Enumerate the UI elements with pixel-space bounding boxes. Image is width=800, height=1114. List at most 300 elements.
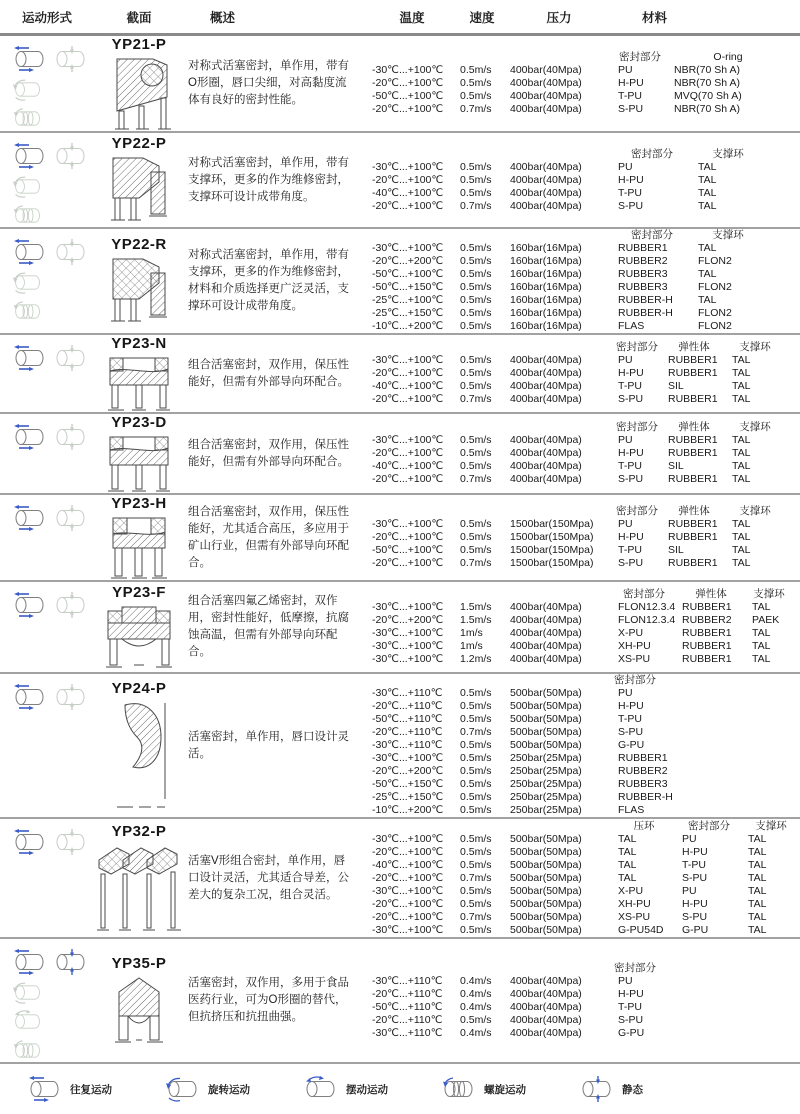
- cross-section-drawing-yp22p: [105, 154, 173, 226]
- overview-text: 组合活塞密封，双作用，保压性能好，尤其适合高压，多应用于矿山行业，但需有外部导向环配合。: [188, 505, 349, 569]
- material-cell: RUBBER2: [682, 614, 732, 626]
- speed-cell: 0.5m/s: [460, 281, 492, 293]
- material-header: 密封部分: [616, 505, 658, 517]
- material-cell: FLON2: [698, 307, 732, 319]
- material-header: 密封部分: [619, 51, 661, 63]
- product-row-yp21-p: [0, 36, 800, 133]
- speed-cell: 1m/s: [460, 640, 483, 652]
- material-header-row: [612, 51, 800, 64]
- speed-cell: 0.7m/s: [460, 393, 492, 405]
- material-header-row: [612, 148, 800, 161]
- speed-cell: 0.5m/s: [460, 242, 492, 254]
- temp-cell: -50℃...+100℃: [372, 268, 444, 280]
- speed-cell: 0.7m/s: [460, 103, 492, 115]
- material-header: 支撑环: [712, 229, 744, 241]
- speed-cell: 1m/s: [460, 627, 483, 639]
- pressure-cell: 400bar(40Mpa): [510, 64, 582, 76]
- material-cell: H-PU: [618, 173, 644, 186]
- spec-row: [366, 765, 800, 778]
- temp-cell: -20℃...+100℃: [372, 473, 444, 485]
- spec-row: [366, 393, 800, 406]
- material-cell: TAL: [732, 460, 751, 472]
- pressure-cell: 400bar(40Mpa): [510, 447, 582, 459]
- speed-cell: 0.5m/s: [460, 268, 492, 280]
- temp-cell: -30℃...+100℃: [372, 242, 444, 254]
- material-header: 密封部分: [631, 147, 673, 160]
- overview-text: 活塞V形组合密封，单作用，唇口设计灵活，尤其适合导差，公差大的复杂工况，组合灵活。: [188, 854, 349, 901]
- cross-section-cell: [90, 495, 188, 580]
- temp-cell: -20℃...+110℃: [372, 1013, 443, 1026]
- column-header-material: 材料: [642, 10, 668, 25]
- temp-cell: -50℃...+100℃: [372, 90, 444, 102]
- reciprocating-icon: [12, 239, 48, 265]
- material-cell: TAL: [732, 393, 751, 405]
- material-cell: RUBBER3: [618, 268, 668, 280]
- motion-icons: [0, 495, 90, 531]
- pressure-cell: 400bar(40Mpa): [510, 601, 582, 613]
- material-cell: G-PU: [618, 739, 645, 751]
- motion-icons: [0, 133, 90, 227]
- spec-row: [366, 687, 800, 700]
- spec-row: [366, 713, 800, 726]
- spec-row: [366, 518, 800, 531]
- reciprocating-icon: [26, 1076, 64, 1102]
- cross-section-drawing-yp32: [95, 842, 183, 934]
- pressure-cell: 500bar(50Mpa): [510, 871, 582, 884]
- pressure-cell: 400bar(40Mpa): [510, 380, 582, 392]
- material-cell: XS-PU: [618, 910, 651, 923]
- material-cell: PU: [618, 974, 633, 987]
- pressure-cell: 500bar(50Mpa): [510, 884, 582, 897]
- speed-cell: 0.5m/s: [460, 897, 492, 910]
- material-cell: RUBBER-H: [618, 307, 673, 319]
- material-cell: H-PU: [618, 367, 644, 379]
- reciprocating-icon: [12, 345, 48, 371]
- material-cell: RUBBER2: [618, 765, 668, 777]
- product-code: YP35-P: [111, 955, 167, 972]
- spiral-icon: [440, 1076, 478, 1102]
- speed-cell: 0.5m/s: [460, 320, 492, 332]
- material-cell: RUBBER1: [682, 640, 732, 652]
- static-icon: [53, 505, 89, 531]
- material-header-row: [612, 229, 800, 242]
- material-header: 密封部分: [623, 588, 665, 600]
- material-header-row: [612, 421, 800, 434]
- spec-row: [366, 1027, 800, 1040]
- temp-cell: -50℃...+100℃: [372, 544, 444, 556]
- spec-row: [366, 320, 800, 333]
- speed-cell: 0.5m/s: [460, 1013, 492, 1026]
- pressure-cell: 1500bar(150Mpa): [510, 557, 594, 569]
- pressure-cell: 500bar(50Mpa): [510, 832, 582, 845]
- material-cell: TAL: [698, 294, 717, 306]
- temp-cell: -20℃...+110℃: [372, 726, 443, 738]
- overview-text: 活塞密封，双作用，多用于食品医药行业，可为O形圈的替代，但抗挤压和抗扭曲强。: [188, 977, 349, 1023]
- speed-cell: 0.5m/s: [460, 64, 492, 76]
- material-header: 支撑环: [755, 819, 787, 832]
- pressure-cell: 400bar(40Mpa): [510, 640, 582, 652]
- speed-cell: 0.7m/s: [460, 557, 492, 569]
- speed-cell: 0.5m/s: [460, 713, 492, 725]
- material-cell: X-PU: [618, 884, 644, 897]
- temp-cell: -30℃...+110℃: [372, 974, 443, 987]
- cross-section-drawing-yp23n: [100, 354, 178, 412]
- product-code: YP23-H: [111, 495, 167, 512]
- motion-icons: [0, 939, 90, 1062]
- pressure-cell: 400bar(40Mpa): [510, 627, 582, 639]
- cross-section-cell: [90, 135, 188, 226]
- static-icon: [53, 143, 89, 169]
- material-cell: RUBBER3: [618, 778, 668, 790]
- speed-cell: 0.5m/s: [460, 778, 492, 790]
- product-row-yp23-d: [0, 414, 800, 495]
- material-cell: PU: [682, 884, 697, 897]
- pressure-cell: 250bar(25Mpa): [510, 752, 582, 764]
- cross-section-cell: [90, 680, 188, 811]
- temp-cell: -20℃...+100℃: [372, 367, 444, 379]
- pressure-cell: 250bar(25Mpa): [510, 791, 582, 803]
- material-header: 弹性体: [678, 341, 710, 353]
- static-icon: [53, 684, 89, 710]
- material-header: 支撑环: [753, 588, 785, 600]
- material-cell: TAL: [748, 858, 767, 871]
- spiral-icon: [12, 107, 44, 130]
- material-header: 密封部分: [616, 341, 658, 353]
- material-cell: S-PU: [618, 726, 644, 738]
- spec-row: [366, 268, 800, 281]
- spec-row: [366, 726, 800, 739]
- reciprocating-icon: [12, 592, 48, 618]
- pressure-cell: 400bar(40Mpa): [510, 393, 582, 405]
- speed-cell: 0.7m/s: [460, 199, 492, 212]
- pressure-cell: 160bar(16Mpa): [510, 307, 582, 319]
- spec-table: [366, 505, 800, 570]
- motion-icons: [0, 36, 90, 130]
- legend-label: 螺旋运动: [484, 1083, 526, 1096]
- spec-row: [366, 103, 800, 116]
- temp-cell: -20℃...+100℃: [372, 897, 444, 910]
- material-cell: NBR(70 Sh A): [674, 77, 740, 89]
- material-header-row: [612, 588, 800, 601]
- product-code: YP23-D: [111, 414, 167, 431]
- material-cell: XH-PU: [618, 897, 651, 910]
- speed-cell: 0.4m/s: [460, 1026, 492, 1039]
- speed-cell: 0.5m/s: [460, 518, 492, 530]
- temp-cell: -30℃...+100℃: [372, 160, 444, 173]
- material-header-row: [612, 341, 800, 354]
- spec-row: [366, 367, 800, 380]
- material-cell: NBR(70 Sh A): [674, 103, 740, 115]
- speed-cell: 0.5m/s: [460, 858, 492, 871]
- product-code: YP22-R: [111, 235, 167, 253]
- material-cell: TAL: [748, 884, 767, 897]
- column-header-temperature: 温度: [399, 10, 425, 25]
- material-cell: FLON2: [698, 281, 732, 293]
- material-cell: RUBBER1: [618, 752, 668, 764]
- material-cell: SIL: [668, 380, 684, 392]
- temp-cell: -30℃...+100℃: [372, 752, 444, 764]
- material-cell: PU: [682, 832, 697, 845]
- material-cell: TAL: [752, 640, 771, 652]
- material-cell: H-PU: [618, 77, 644, 89]
- spec-table: [366, 229, 800, 333]
- material-cell: S-PU: [618, 393, 644, 405]
- temp-cell: -30℃...+110℃: [372, 687, 443, 699]
- material-cell: PU: [618, 687, 633, 699]
- reciprocating-icon: [12, 829, 48, 855]
- motion-legend: [0, 1064, 800, 1114]
- spec-row: [366, 434, 800, 447]
- material-cell: RUBBER1: [668, 518, 718, 530]
- reciprocating-icon: [12, 505, 48, 531]
- material-cell: TAL: [618, 871, 637, 884]
- rotary-icon: [12, 175, 44, 198]
- spec-row: [366, 354, 800, 367]
- material-cell: TAL: [698, 186, 717, 199]
- spec-row: [366, 255, 800, 268]
- pressure-cell: 400bar(40Mpa): [510, 354, 582, 366]
- material-header-row: [612, 674, 800, 687]
- speed-cell: 0.5m/s: [460, 354, 492, 366]
- speed-cell: 0.5m/s: [460, 544, 492, 556]
- material-cell: SIL: [668, 460, 684, 472]
- material-cell: H-PU: [618, 987, 644, 1000]
- speed-cell: 0.5m/s: [460, 687, 492, 699]
- spec-table: [366, 588, 800, 666]
- material-cell: G-PU: [618, 1026, 645, 1039]
- material-header: 密封部分: [616, 421, 658, 433]
- temp-cell: -20℃...+200℃: [372, 765, 444, 777]
- temp-cell: -30℃...+100℃: [372, 653, 444, 665]
- legend-label: 往复运动: [70, 1083, 112, 1096]
- column-header-speed: 速度: [469, 10, 495, 25]
- temp-cell: -30℃...+100℃: [372, 832, 444, 845]
- spec-row: [366, 447, 800, 460]
- speed-cell: 0.5m/s: [460, 791, 492, 803]
- temp-cell: -20℃...+200℃: [372, 255, 444, 267]
- speed-cell: 1.5m/s: [460, 614, 492, 626]
- rotary-icon: [164, 1076, 202, 1102]
- reciprocating-icon: [12, 949, 48, 975]
- pressure-cell: 160bar(16Mpa): [510, 294, 582, 306]
- material-cell: TAL: [698, 173, 717, 186]
- material-header-row: [612, 820, 800, 833]
- reciprocating-icon: [12, 143, 48, 169]
- spec-row: [366, 557, 800, 570]
- material-cell: PU: [618, 434, 633, 446]
- pressure-cell: 400bar(40Mpa): [510, 367, 582, 379]
- pressure-cell: 500bar(50Mpa): [510, 687, 582, 699]
- spec-row: [366, 833, 800, 846]
- pressure-cell: 400bar(40Mpa): [510, 77, 582, 89]
- material-cell: TAL: [698, 268, 717, 280]
- material-cell: XH-PU: [618, 640, 651, 652]
- spec-row: [366, 653, 800, 666]
- speed-cell: 0.5m/s: [460, 173, 492, 186]
- material-cell: T-PU: [618, 186, 642, 199]
- temp-cell: -20℃...+100℃: [372, 845, 444, 858]
- temp-cell: -30℃...+100℃: [372, 627, 444, 639]
- temp-cell: -20℃...+110℃: [372, 700, 443, 712]
- static-icon: [53, 345, 89, 371]
- speed-cell: 0.5m/s: [460, 90, 492, 102]
- spec-row: [366, 752, 800, 765]
- material-cell: S-PU: [682, 910, 708, 923]
- cross-section-drawing-yp24: [111, 699, 167, 811]
- product-row-yp24-p: [0, 674, 800, 819]
- material-header: 弹性体: [678, 421, 710, 433]
- spec-row: [366, 700, 800, 713]
- spec-row: [366, 473, 800, 486]
- pressure-cell: 400bar(40Mpa): [510, 1013, 582, 1026]
- temp-cell: -50℃...+150℃: [372, 778, 444, 790]
- material-cell: H-PU: [682, 845, 708, 858]
- speed-cell: 0.5m/s: [460, 884, 492, 897]
- pressure-cell: 400bar(40Mpa): [510, 103, 582, 115]
- material-cell: RUBBER3: [618, 281, 668, 293]
- pressure-cell: 400bar(40Mpa): [510, 974, 582, 987]
- product-rows: [0, 36, 800, 1064]
- material-cell: H-PU: [618, 531, 644, 543]
- pressure-cell: 500bar(50Mpa): [510, 897, 582, 910]
- material-cell: T-PU: [682, 858, 706, 871]
- overview-text: 组合活塞四氟乙烯密封，双作用，密封性能好，低摩擦，抗腐蚀高温，但需有外部导向环配合。: [188, 595, 349, 658]
- material-cell: TAL: [748, 923, 767, 936]
- product-row-yp23-h: [0, 495, 800, 582]
- product-code: YP23-N: [111, 335, 167, 352]
- temp-cell: -30℃...+110℃: [372, 1026, 443, 1039]
- product-row-yp23-n: [0, 335, 800, 414]
- motion-icons: [0, 414, 90, 450]
- material-cell: RUBBER1: [668, 367, 718, 379]
- product-row-yp22-r: [0, 229, 800, 335]
- material-cell: T-PU: [618, 1000, 642, 1013]
- speed-cell: 0.5m/s: [460, 255, 492, 267]
- temp-cell: -30℃...+100℃: [372, 884, 444, 897]
- spec-row: [366, 804, 800, 817]
- product-code: YP32-P: [111, 822, 167, 840]
- material-cell: T-PU: [618, 90, 642, 102]
- pressure-cell: 250bar(25Mpa): [510, 778, 582, 790]
- material-cell: TAL: [618, 845, 637, 858]
- speed-cell: 0.7m/s: [460, 726, 492, 738]
- temp-cell: -20℃...+200℃: [372, 614, 444, 626]
- material-cell: RUBBER1: [668, 531, 718, 543]
- material-cell: PU: [618, 64, 633, 76]
- material-cell: FLON2: [698, 320, 732, 332]
- speed-cell: 1.2m/s: [460, 653, 492, 665]
- material-cell: G-PU54D: [618, 923, 664, 936]
- motion-icons: [0, 335, 90, 371]
- cross-section-drawing-yp23d: [100, 433, 178, 493]
- pressure-cell: 500bar(50Mpa): [510, 739, 582, 751]
- material-cell: S-PU: [618, 557, 644, 569]
- cross-section-cell: [90, 335, 188, 412]
- spec-row: [366, 281, 800, 294]
- pressure-cell: 400bar(40Mpa): [510, 186, 582, 199]
- oscillating-icon: [12, 1010, 44, 1033]
- pressure-cell: 400bar(40Mpa): [510, 1000, 582, 1013]
- material-header: 压环: [633, 819, 655, 832]
- spec-row: [366, 778, 800, 791]
- pressure-cell: 1500bar(150Mpa): [510, 518, 594, 530]
- spec-row: [366, 739, 800, 752]
- pressure-cell: 400bar(40Mpa): [510, 653, 582, 665]
- material-cell: MVQ(70 Sh A): [674, 90, 742, 102]
- speed-cell: 0.5m/s: [460, 700, 492, 712]
- overview-text: 组合活塞密封，双作用，保压性能好，但需有外部导向环配合。: [188, 358, 349, 388]
- product-code: YP23-F: [112, 583, 166, 601]
- cross-section-drawing-yp23h: [107, 514, 171, 580]
- temp-cell: -40℃...+100℃: [372, 186, 444, 199]
- product-row-yp23-f: [0, 582, 800, 674]
- cross-section-cell: [90, 414, 188, 493]
- material-cell: TAL: [748, 910, 767, 923]
- temp-cell: -30℃...+100℃: [372, 640, 444, 652]
- temp-cell: -20℃...+100℃: [372, 393, 444, 405]
- spec-row: [366, 859, 800, 872]
- material-cell: H-PU: [618, 447, 644, 459]
- pressure-cell: 500bar(50Mpa): [510, 845, 582, 858]
- speed-cell: 0.5m/s: [460, 367, 492, 379]
- speed-cell: 0.5m/s: [460, 447, 492, 459]
- material-header-row: [612, 505, 800, 518]
- cross-section-drawing-yp22r: [105, 255, 173, 327]
- speed-cell: 0.4m/s: [460, 1000, 492, 1013]
- spiral-icon: [12, 300, 44, 323]
- reciprocating-icon: [12, 46, 48, 72]
- temp-cell: -40℃...+100℃: [372, 380, 444, 392]
- pressure-cell: 500bar(50Mpa): [510, 910, 582, 923]
- legend-label: 静态: [622, 1083, 643, 1096]
- spec-row: [366, 242, 800, 255]
- material-cell: TAL: [748, 897, 767, 910]
- temp-cell: -25℃...+150℃: [372, 307, 444, 319]
- speed-cell: 0.5m/s: [460, 739, 492, 751]
- speed-cell: 0.7m/s: [460, 473, 492, 485]
- pressure-cell: 160bar(16Mpa): [510, 320, 582, 332]
- material-header: 支撑环: [739, 421, 771, 433]
- material-cell: TAL: [748, 871, 767, 884]
- material-cell: XS-PU: [618, 653, 651, 665]
- column-header-overview: 概述: [210, 10, 236, 25]
- column-header-motion-type: 运动形式: [22, 10, 73, 25]
- rotary-icon: [12, 981, 44, 1004]
- spec-table: [366, 820, 800, 937]
- spec-table: [366, 421, 800, 486]
- static-icon: [53, 949, 89, 975]
- material-cell: RUBBER1: [682, 653, 732, 665]
- material-cell: PU: [618, 518, 633, 530]
- material-cell: T-PU: [618, 713, 642, 725]
- material-cell: TAL: [752, 627, 771, 639]
- speed-cell: 0.5m/s: [460, 531, 492, 543]
- material-cell: T-PU: [618, 544, 642, 556]
- material-header: 支撑环: [712, 147, 744, 160]
- temp-cell: -30℃...+100℃: [372, 923, 444, 936]
- cross-section-cell: [90, 36, 188, 131]
- material-cell: PAEK: [752, 614, 780, 626]
- spec-row: [366, 885, 800, 898]
- material-header: 密封部分: [614, 961, 656, 974]
- spec-row: [366, 1014, 800, 1027]
- temp-cell: -30℃...+110℃: [372, 739, 443, 751]
- material-cell: TAL: [732, 447, 751, 459]
- material-cell: TAL: [752, 653, 771, 665]
- material-cell: SIL: [668, 544, 684, 556]
- motion-icons: [0, 582, 90, 618]
- temp-cell: -20℃...+110℃: [372, 987, 443, 1000]
